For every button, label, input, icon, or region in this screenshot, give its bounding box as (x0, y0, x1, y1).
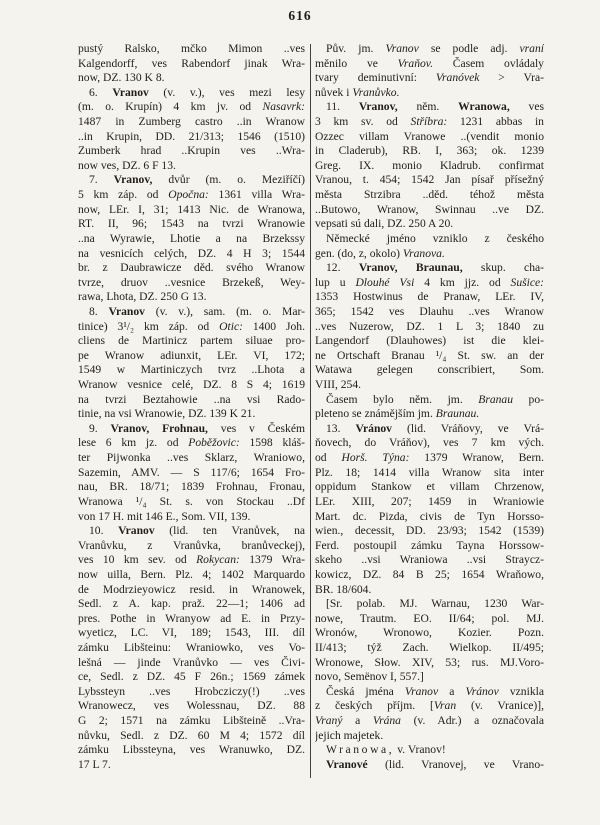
text-line (78, 305, 305, 320)
text-run: ne Ortschaft Branau ¹/₄ St. sw. an der (315, 348, 544, 362)
text-run: po- (513, 392, 544, 406)
text-run: Vranov (112, 85, 149, 99)
text-run: BR. 18/604. (315, 582, 372, 596)
text-run: tinice) 3¹/₂ km záp. od (78, 319, 220, 333)
text-run: zámku Libssteyna, ves Wranuwko, DZ. (78, 743, 305, 757)
text-line (78, 714, 305, 729)
text-line (78, 729, 305, 744)
text-run: Watawa gelegen conscribiert, Som. (315, 363, 544, 377)
text-line (315, 276, 544, 291)
text-line (315, 612, 544, 627)
text-line (315, 86, 544, 101)
text-run: Rokycan: (196, 553, 240, 567)
text-run: Zumberk hrad ..Krupin ves ..Wra- (78, 144, 305, 158)
text-run: (lid. Vranovej, ve Vrano- (367, 757, 544, 771)
text-run: de Modrzieyowicz resid. in Wranowek, (78, 582, 305, 596)
text-line (78, 583, 305, 598)
text-line (78, 685, 305, 700)
text-run: Vranov, (358, 100, 398, 114)
text-run: tvrze, druov ..vesnice Brzekeß, Wey- (78, 275, 305, 289)
text-line (315, 670, 544, 685)
text-line (78, 656, 305, 671)
text-line (78, 553, 305, 568)
page-number: 616 (288, 8, 312, 23)
text-run: ..Butowo, Wranow, Swinnau ..ve DZ. (315, 202, 544, 216)
text-run: Vranůvko. (352, 85, 400, 99)
text-run: ter Pijwonka ..ves Sklarz, Wraniowo, (78, 451, 305, 465)
text-run: Vranov (385, 42, 419, 55)
text-run: (v. v.), ves mezi lesy (148, 85, 305, 99)
text-line (315, 539, 544, 554)
text-run: 1353 Hostwinus de Pranaw, LEr. IV, (315, 290, 544, 304)
text-line (78, 612, 305, 627)
text-run: Sušice: (510, 275, 544, 289)
text-line (78, 466, 305, 481)
text-line (315, 305, 544, 320)
text-run: Sedl. z A. kap. praž. 22—1; 1406 ad (78, 597, 305, 611)
text-run: gen. (do, z, okolo) (315, 246, 403, 260)
text-run: pe Wranow adiunxit, LEr. VI, 172; (78, 348, 305, 362)
text-run: Ozzec villam Vranowe ..(vendit monio (315, 129, 544, 143)
text-line (315, 349, 544, 364)
text-line (78, 130, 305, 145)
text-run: Vrána (372, 714, 401, 728)
text-run: Nasavrk: (262, 100, 305, 114)
text-run: ..na Wyrawie, Lhotie a na Brzekssy (78, 231, 305, 245)
text-run: dvůr (m. o. Meziříčí) (152, 173, 305, 187)
text-line (78, 568, 305, 583)
text-run: 1549 w Martiniczych tvrz ..Lhota a (78, 363, 305, 377)
text-line (315, 495, 544, 510)
text-line (78, 115, 305, 130)
text-run: ves v Českém (207, 421, 305, 435)
left-column (78, 42, 305, 772)
text-run: 1361 villa Wra- (208, 188, 305, 202)
text-run: 4 km jjz. od (414, 275, 511, 289)
text-run: nůvek i (315, 85, 353, 99)
text-run: Vranov (108, 304, 145, 318)
text-run: Dlouhé Vsi (355, 275, 415, 289)
text-line (315, 130, 544, 145)
text-run: Časem ovládaly (432, 56, 544, 70)
text-run: Vran (433, 699, 457, 713)
text-run: 17 L 7. (78, 757, 111, 771)
text-line (315, 480, 544, 495)
text-run: Německé jméno vzniklo z českého (326, 231, 544, 245)
text-run: lese 6 km jz. od (78, 436, 189, 450)
text-line (315, 641, 544, 656)
text-run: pustý Ralsko, mčko Mimon ..ves (78, 42, 305, 55)
text-run: jejich majetek. (315, 728, 384, 742)
text-line (315, 758, 544, 773)
text-run: now, LEr. I, 31; 1413 Nic. de Wranowa, (78, 202, 305, 216)
text-run: von 17 H. mit 146 E., Som. VII, 139. (78, 509, 251, 523)
text-run: G 2; 1571 na zámku Libšteině ..Vra- (78, 714, 305, 728)
text-run: Wranow vesnice celé, DZ. 8 S 4; 1619 (78, 378, 305, 392)
text-run: now, DZ. 130 K 8. (78, 71, 165, 85)
text-run: Langendorf (Dlauhowes) ist die klei- (315, 334, 544, 348)
text-run: LEr. XIII, 207; 1459 in Wraniowie (315, 494, 544, 508)
text-run: 365; 1542 ves Dlauhu ..ves Wranow (315, 304, 544, 318)
text-run: Wronów, Wronowo, Kozier. Pozn. (315, 626, 544, 640)
text-line (315, 42, 544, 57)
text-run: Vranóvek (435, 71, 480, 85)
text-run: > Vra- (479, 71, 544, 85)
text-run: Kalgendorff, ves Rabendorf jinak Wra- (78, 56, 305, 70)
text-run: vraní (519, 42, 544, 55)
text-line (315, 247, 544, 262)
text-run: in Claderub), RB. I, 363; ok. 1239 (315, 144, 544, 158)
text-run: Wranowa, (458, 100, 510, 114)
text-run: now ves, DZ. 6 F 13. (78, 158, 176, 172)
text-line (315, 626, 544, 641)
text-run: Vraňov. (397, 56, 433, 70)
text-line (78, 626, 305, 641)
text-run: Vranov, (113, 173, 153, 187)
text-run: Vranůvku, z Vranůvka, branůveckej), (78, 538, 305, 552)
text-run: 3 km sv. od (315, 115, 411, 129)
text-line (78, 232, 305, 247)
text-line (78, 188, 305, 203)
text-run: 1231 abbas in (447, 115, 544, 129)
text-run: 10. (89, 524, 119, 538)
text-line (315, 685, 544, 700)
text-run: 6. (89, 85, 113, 99)
text-run: pleteno se známějším jm. (315, 407, 436, 421)
text-run: Vranova. (402, 246, 445, 260)
text-run: Wranowa, (326, 743, 395, 757)
text-run: 1487 in Zumberg castro ..in Wranow (78, 115, 305, 129)
text-run: Horš. Týna: (341, 451, 410, 465)
text-run: ves 10 km sev. od (78, 553, 197, 567)
text-line (315, 290, 544, 305)
text-line (78, 100, 305, 115)
text-run: Sazemin, AMV. — S 117/6; 1654 Fro- (78, 465, 305, 479)
text-line (78, 290, 305, 305)
text-line (315, 524, 544, 539)
text-line (78, 743, 305, 758)
text-line (315, 743, 544, 758)
text-run: VIII, 254. (315, 378, 362, 392)
text-run: nowe, Trautm. EO. II/64; pol. MJ. (315, 611, 544, 625)
text-run: nau, BR. 18/71; 1839 Frohnau, Fronau, (78, 480, 305, 494)
text-line (78, 217, 305, 232)
text-run: wien., decessit, DD. 23/93; 1542 (1539) (315, 524, 544, 538)
text-line (78, 436, 305, 451)
text-line (78, 334, 305, 349)
text-line (315, 334, 544, 349)
text-run: Greg. IX. monio Kladrub. confirmat (315, 158, 544, 172)
text-run: Česká jména (326, 684, 405, 698)
text-run: Poběžovic: (188, 436, 240, 450)
text-run: 1598 kláš- (239, 436, 305, 450)
text-run: now uilla, Bern. Plz. 4; 1402 Marquardo (78, 567, 305, 581)
text-line (315, 217, 544, 232)
text-line (78, 407, 305, 422)
text-line (315, 656, 544, 671)
text-run: 11. (326, 100, 359, 114)
text-run: novo, Semënov I, 557.] (315, 670, 424, 684)
text-line (78, 539, 305, 554)
text-run: (v. Adr.) a označovala (400, 714, 544, 728)
text-run: Branau (478, 392, 514, 406)
text-run: pres. Pothe in Wranyow ad E. in Przy- (78, 611, 305, 625)
text-line (78, 261, 305, 276)
text-run: 1379 Wra- (239, 553, 305, 567)
column-divider-rule (310, 44, 311, 778)
text-line (78, 42, 305, 57)
text-line (78, 495, 305, 510)
text-line (315, 378, 544, 393)
text-line (78, 699, 305, 714)
text-line (315, 422, 544, 437)
text-line (78, 670, 305, 685)
text-line (78, 173, 305, 188)
text-run: tinie, na vsi Wranowie, DZ. 139 K 21. (78, 407, 256, 421)
text-run: (m. o. Krupín) 4 km jv. od (78, 100, 263, 114)
text-run: Wranowa ¹/₄ St. s. von Stockau ..Df (78, 494, 305, 508)
text-line (78, 276, 305, 291)
text-run: Vránov (465, 684, 499, 698)
text-line (315, 173, 544, 188)
text-line (315, 451, 544, 466)
text-run: z českých příjm. [ (315, 699, 434, 713)
text-run: Lybssteyn ..ves Hrobcziczy(!) ..ves (78, 684, 305, 698)
text-run: na vesnicích celých, DZ. 4 H 3; 1544 (78, 246, 305, 260)
text-line (315, 71, 544, 86)
text-columns (78, 42, 544, 778)
text-run: města Strzibra ..děd. téhož města (315, 188, 544, 202)
text-line (315, 407, 544, 422)
text-run: 5 km záp. od (78, 188, 169, 202)
text-run: (v. Vranice)], (456, 699, 544, 713)
text-run: vznikla (498, 684, 544, 698)
text-run: Wronowe, Słow. XIV, 53; rus. MJ.Voro- (315, 655, 544, 669)
text-run: Vraný (315, 714, 343, 728)
text-line (315, 568, 544, 583)
text-run: 8. (89, 304, 109, 318)
text-run: v. Vranov! (394, 743, 446, 757)
text-line (78, 320, 305, 335)
text-run: Mart. dc. Pizda, civis de Tyn Horsso- (315, 509, 544, 523)
text-run: Pův. jm. (326, 42, 386, 55)
text-run: [Sr. polab. MJ. Warnau, 1230 War- (326, 597, 544, 611)
text-line (315, 393, 544, 408)
text-run: Braunau. (435, 407, 480, 421)
text-line (315, 261, 544, 276)
text-run: ňovech, do Vráňov), ves 7 km vých. (315, 436, 544, 450)
text-run: 9. (89, 421, 111, 435)
text-run: ce, Sedl. z DZ. 45 F 26n.; 1569 zámek (78, 670, 305, 684)
text-run: 1400 Joh. (242, 319, 305, 333)
text-line (78, 86, 305, 101)
text-run: br. z Daubrawicze děd. svého Wranow (78, 261, 305, 275)
text-line (315, 100, 544, 115)
text-run: Stříbra: (410, 115, 448, 129)
text-line (78, 349, 305, 364)
text-run: tvary deminutivní: (315, 71, 436, 85)
text-run: 1379 Wranow, Bern. (409, 451, 544, 465)
text-run: Vránov (355, 421, 392, 435)
text-run: Plz. 18; 1414 villa Wranow sita inter (315, 465, 544, 479)
text-run: ..ves Nuzerow, DZ. 1 L 3; 1840 zu (315, 319, 544, 333)
text-run: Vranov, Braunau, (358, 261, 463, 275)
text-run: 7. (89, 173, 114, 187)
text-run: Wranowecz, ves Wolessnau, DZ. 88 (78, 699, 305, 713)
text-run: (v. v.), sam. (m. o. Mar- (144, 304, 305, 318)
text-run: na tvrzi Beztahowie ..na vsi Rado- (78, 392, 305, 406)
text-run: wyeticz, LC. VI, 189; 1543, III. díl (78, 626, 305, 640)
text-run: cliens de Martinicz partem siluae pro- (78, 334, 305, 348)
text-line (315, 203, 544, 218)
text-line (78, 641, 305, 656)
text-line (315, 320, 544, 335)
text-run: oppidum Stankow et villam Chrzenow, (315, 480, 544, 494)
text-run: a (438, 684, 466, 698)
text-run: rawa, Lhota, DZ. 250 G 13. (78, 290, 207, 304)
text-run: RT. II, 96; 1543 na tvrzi Wranowie (78, 217, 305, 231)
text-run: skup. cha- (462, 261, 544, 275)
text-line (315, 699, 544, 714)
text-line (315, 188, 544, 203)
text-run: zámku Libšteinu: Wraniowko, ves Vo- (78, 640, 305, 654)
text-line (315, 583, 544, 598)
text-line (315, 510, 544, 525)
text-line (315, 159, 544, 174)
text-line (78, 597, 305, 612)
text-line (315, 232, 544, 247)
text-run: Ferd. postoupil zámku Tayna Horssow- (315, 538, 544, 552)
text-run: od (315, 451, 342, 465)
text-line (78, 71, 305, 86)
text-run: (lid. ten Vranůvek, na (154, 524, 305, 538)
text-line (78, 422, 305, 437)
text-run: Časem bylo něm. jm. (326, 392, 479, 406)
text-line (78, 247, 305, 262)
text-line (78, 144, 305, 159)
text-run: lešná — jinde Vranůvko — ves Čivi- (78, 655, 305, 669)
text-run: ves (509, 100, 544, 114)
text-line (78, 524, 305, 539)
text-run: Opočna: (168, 188, 209, 202)
text-line (315, 436, 544, 451)
text-run: Vranov, Frohnau, (110, 421, 208, 435)
text-line (78, 510, 305, 525)
text-run: Vranov (404, 684, 439, 698)
text-line (78, 159, 305, 174)
text-line (315, 553, 544, 568)
text-run: Otic: (219, 319, 243, 333)
text-run: lup u (315, 275, 356, 289)
text-run: měnilo ve (315, 56, 398, 70)
text-line (315, 363, 544, 378)
text-run: a (342, 714, 373, 728)
text-line (78, 378, 305, 393)
text-run: ..in Krupin, DD. 21/313; 1546 (1510) (78, 129, 305, 143)
text-line (78, 393, 305, 408)
text-line (315, 597, 544, 612)
text-run: Vranové (326, 757, 368, 771)
text-line (78, 758, 305, 773)
text-line (315, 144, 544, 159)
text-line (78, 57, 305, 72)
text-line (78, 203, 305, 218)
text-run: se podle adj. (418, 42, 520, 55)
text-run: 12. (326, 261, 359, 275)
text-line (315, 714, 544, 729)
text-run: kowicz, DZ. 84 B 25; 1654 Wraňowo, (315, 567, 544, 581)
text-run: Vranou, t. 454; 1542 Jan písař přísežný (315, 173, 544, 187)
text-line (315, 729, 544, 744)
text-line (315, 115, 544, 130)
text-line (78, 480, 305, 495)
text-run: II/413; týž Zach. Wielkop. II/495; (315, 640, 544, 654)
text-run: něm. (397, 100, 459, 114)
text-run: (lid. Vráňovy, ve Vrá- (391, 421, 544, 435)
text-line (315, 466, 544, 481)
text-line (315, 57, 544, 72)
right-column (315, 42, 544, 772)
text-run: 13. (326, 421, 356, 435)
text-run: nůvku, Sedl. z DZ. 60 M 4; 1572 díl (78, 728, 305, 742)
text-run: vepsati sú dali, DZ. 250 A 20. (315, 217, 454, 231)
text-run: skeho ..vsi Wraniowa ..vsi Straycz- (315, 553, 544, 567)
text-line (78, 363, 305, 378)
text-line (78, 451, 305, 466)
text-run: Vranov (118, 524, 155, 538)
